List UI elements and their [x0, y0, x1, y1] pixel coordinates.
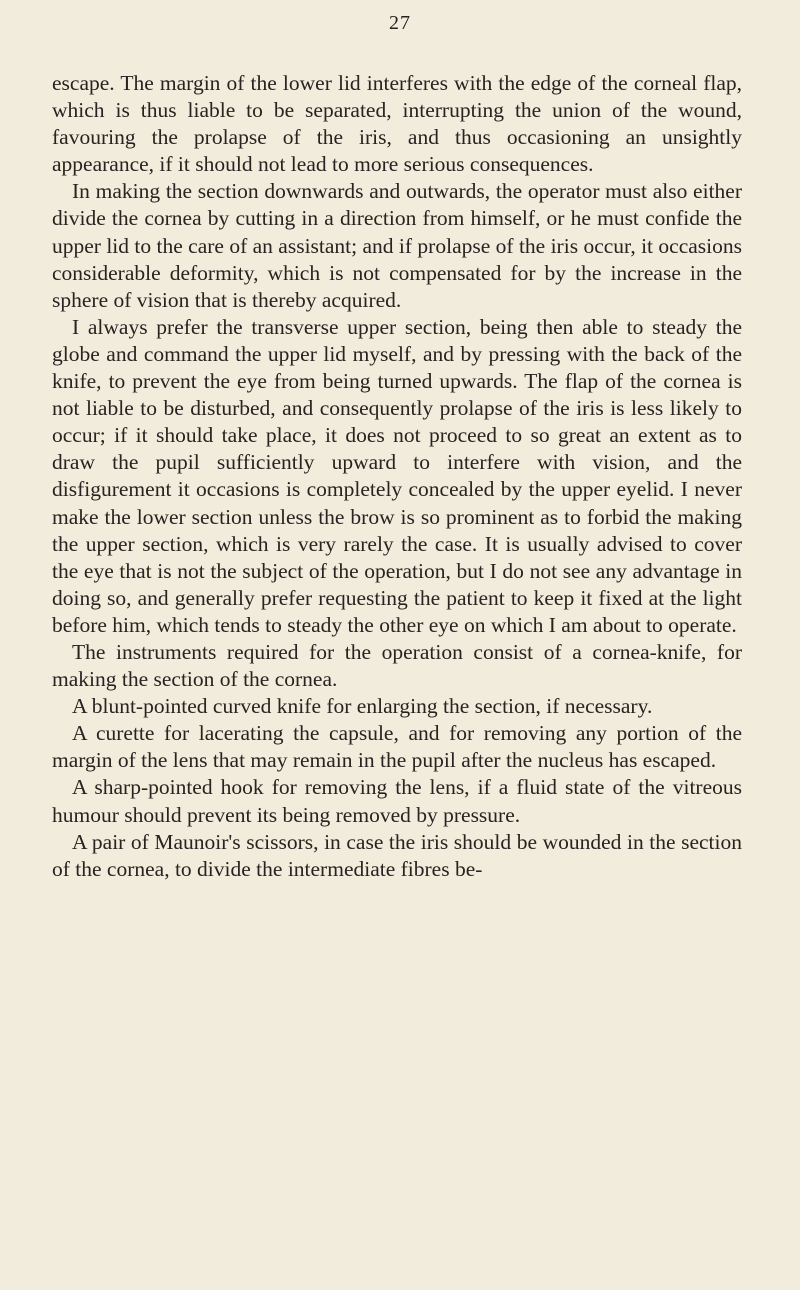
paragraph-2: In making the section downwards and outwards, the operator must also either divide the cornea by cutting in a direction from himself, or he must confide the upper lid to the care of an assistant; and if prolapse of the iris occur, it occasions considerable deformity, which is not compensated for by the increase in the sphere of vision that is thereby acquired. [52, 179, 742, 312]
body-text [52, 70, 742, 883]
paragraph-7: A sharp-pointed hook for removing the lens, if a fluid state of the vitreous humour should prevent its being removed by pressure. [52, 775, 742, 827]
paragraph-5: A blunt-pointed curved knife for enlarging the section, if necessary. [72, 694, 653, 719]
paragraph-8: A pair of Maunoir's scissors, in case the iris should be wounded in the section of the cornea, to divide the intermediate fibres be- [52, 829, 742, 881]
paragraph-1: escape. The margin of the lower lid interferes with the edge of the corneal flap, which is thus liable to be separated, interrupting the union of the wound, favouring the prolapse of the iris, and thus occasioning an unsightly appearance, if it should not lead to more serious consequences. [52, 71, 742, 177]
paragraph-6: A curette for lacerating the capsule, and for removing any portion of the margin of the lens that may remain in the pupil after the nucleus has escaped. [52, 721, 742, 773]
paragraph-4: The instruments required for the operation consist of a cornea-knife, for making the section of the cornea. [52, 639, 742, 692]
paragraph-3: I always prefer the transverse upper section, being then able to steady the globe and command the upper lid myself, and by pressing with the back of the knife, to prevent the eye from being turned upwards. The flap of the cornea is not liable to be disturbed, and consequently prolapse of the iris is less likely to occur; if it should take place, it does not proceed to so great an extent as to draw the pupil sufficiently upward to interfere with vision, and the disfigurement it occasions is completely concealed by the upper eyelid. I never make the lower section unless the brow is so prominent as to forbid the making the upper section, which is very rarely the case. It is usually advised to cover the eye that is not the subject of the operation, but I do not see any advantage in doing so, and generally prefer requesting the patient to keep it fixed at the light before him, which tends to steady the other eye on which I am about to operate. [52, 314, 742, 637]
page-number: 27 [389, 12, 411, 34]
